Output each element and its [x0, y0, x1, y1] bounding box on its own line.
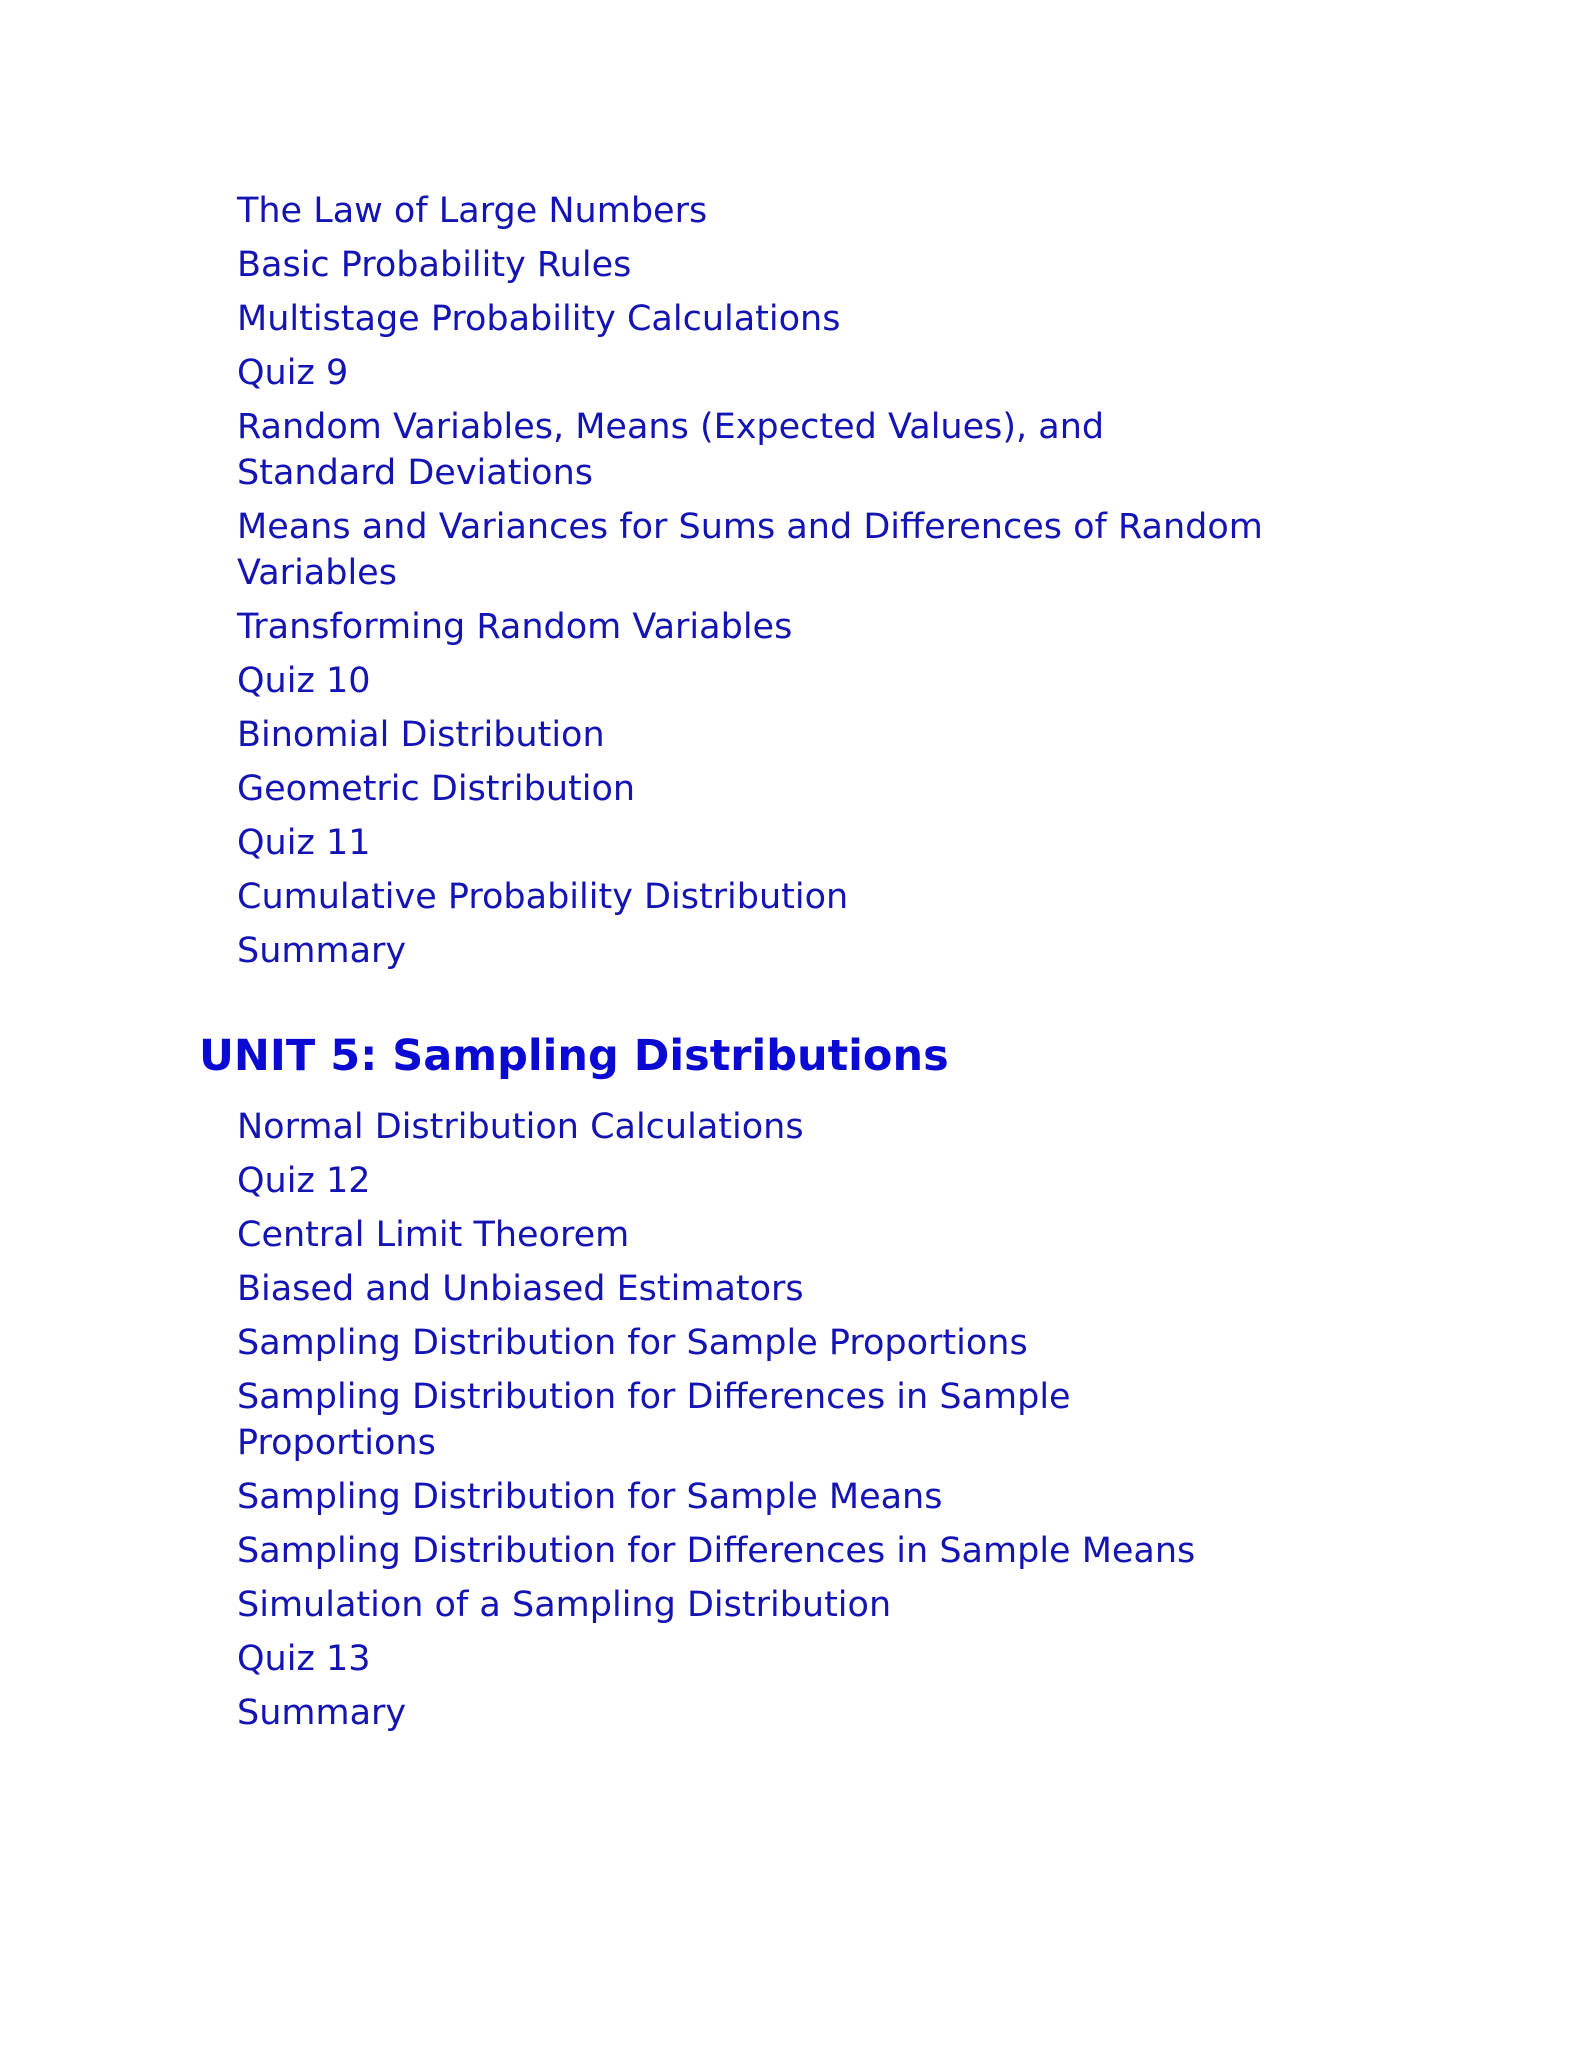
toc-link[interactable]: Transforming Random Variables	[237, 607, 793, 647]
unit-5-toc-list	[237, 1104, 1267, 1744]
unit-5-heading: UNIT 5: Sampling Distributions	[199, 1031, 949, 1081]
toc-link[interactable]: Quiz 11	[237, 823, 371, 863]
toc-link[interactable]: Multistage Probability Calculations	[237, 299, 841, 339]
toc-link[interactable]: The Law of Large Numbers	[237, 191, 708, 231]
toc-link[interactable]: Simulation of a Sampling Distribution	[237, 1585, 892, 1625]
toc-link[interactable]: Cumulative Probability Distribution	[237, 877, 849, 917]
toc-link[interactable]: Sampling Distribution for Sample Means	[237, 1477, 943, 1517]
toc-link[interactable]: Summary	[237, 931, 407, 971]
toc-link[interactable]: Binomial Distribution	[237, 715, 605, 755]
toc-link[interactable]: Quiz 10	[237, 661, 371, 701]
unit-4-toc-list	[237, 188, 1267, 982]
toc-link[interactable]: Quiz 9	[237, 353, 349, 393]
toc-link[interactable]: Summary	[237, 1693, 407, 1733]
toc-link[interactable]: Biased and Unbiased Estimators	[237, 1269, 804, 1309]
toc-link[interactable]: Sampling Distribution for Sample Proportions	[237, 1323, 1028, 1363]
toc-link[interactable]: Normal Distribution Calculations	[237, 1107, 804, 1147]
toc-link[interactable]: Sampling Distribution for Differences in Sample Proportions	[237, 1377, 1071, 1463]
toc-link[interactable]: Central Limit Theorem	[237, 1215, 630, 1255]
toc-link[interactable]: Random Variables, Means (Expected Values), and Standard Deviations	[237, 407, 1105, 493]
toc-link[interactable]: Means and Variances for Sums and Differences of Random Variables	[237, 507, 1263, 593]
toc-link[interactable]: Geometric Distribution	[237, 769, 636, 809]
toc-link[interactable]: Sampling Distribution for Differences in Sample Means	[237, 1531, 1196, 1571]
toc-link[interactable]: Quiz 13	[237, 1639, 371, 1679]
toc-link[interactable]: Quiz 12	[237, 1161, 371, 1201]
toc-link[interactable]: Basic Probability Rules	[237, 245, 632, 285]
